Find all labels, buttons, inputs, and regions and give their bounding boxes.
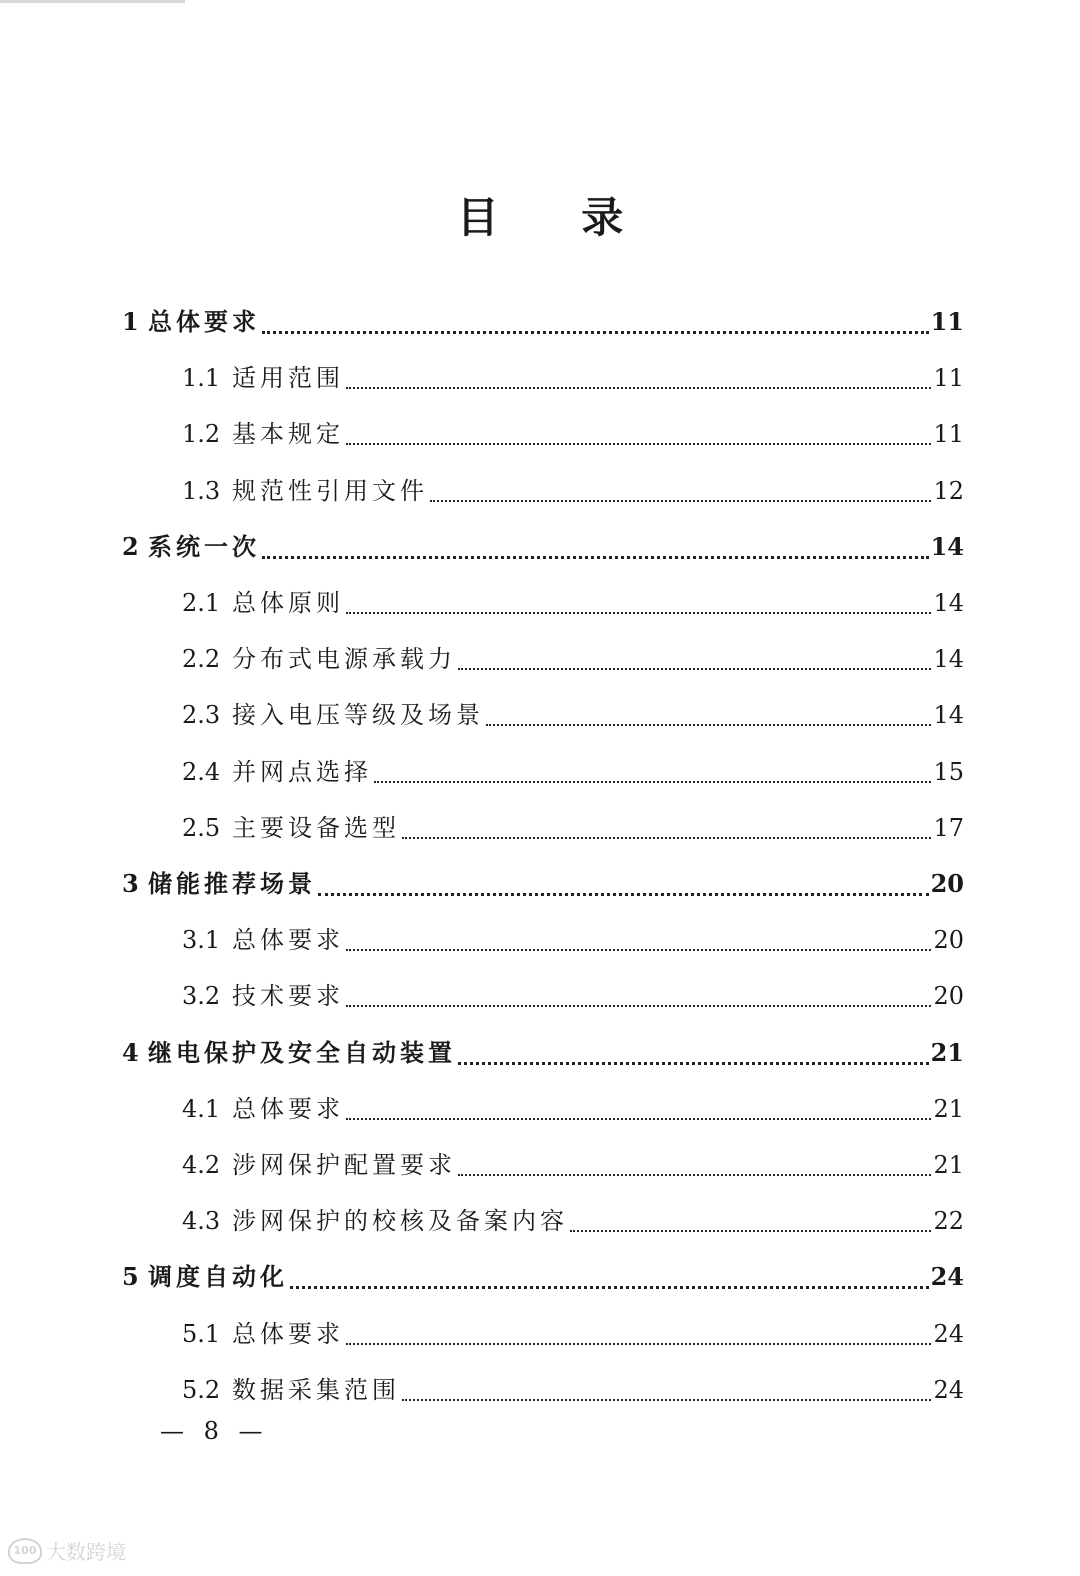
toc-label: 适用范围 [232,364,344,392]
toc-leader-dots [346,441,931,445]
toc-page-number: 14 [933,645,964,673]
watermark [8,1536,126,1565]
toc-label: 调度自动化 [148,1262,288,1291]
toc-leader-dots [262,329,929,334]
toc-section-row[interactable] [182,808,964,848]
toc-label: 总体要求 [232,1095,344,1123]
toc-number: 3.2 [182,982,221,1010]
toc-chapter-row[interactable] [122,864,964,904]
toc-label: 主要设备选型 [232,814,400,842]
toc-section-row[interactable] [182,1314,964,1354]
toc-label: 系统一次 [148,532,260,561]
toc-page-number: 20 [933,982,964,1010]
toc-page-number: 14 [933,589,964,617]
toc-section-row[interactable] [182,695,964,735]
toc-leader-dots [346,947,931,951]
toc-number: 1 [122,307,139,336]
toc-number: 5.1 [182,1320,221,1348]
toc-number: 2.4 [182,758,221,786]
page-title: 目 录 [456,193,658,242]
toc-number: 4.2 [182,1151,221,1179]
toc-page-number: 12 [933,477,964,505]
toc-number: 4 [122,1038,139,1067]
toc-number: 2.1 [182,589,221,617]
toc-page-number: 14 [930,532,964,561]
toc-number: 1.2 [182,420,221,448]
toc-leader-dots [346,610,931,614]
toc-label: 总体要求 [232,1320,344,1348]
toc-page-number: 11 [933,420,964,448]
toc-label: 规范性引用文件 [232,477,428,505]
toc-chapter-row[interactable] [122,1033,964,1073]
toc-label: 总体要求 [148,307,260,336]
toc-leader-dots [346,1116,931,1120]
toc-section-row[interactable] [182,639,964,679]
toc-leader-dots [430,498,931,502]
toc-leader-dots [458,1172,931,1176]
toc-page-number: 11 [930,307,964,336]
toc-page-number: 21 [933,1095,964,1123]
toc-number: 2.5 [182,814,221,842]
toc-section-row[interactable] [182,1201,964,1241]
toc-leader-dots [346,385,931,389]
toc-section-row[interactable] [182,1370,964,1410]
toc-leader-dots [318,891,929,896]
toc-page-number: 24 [930,1262,964,1291]
toc-section-row[interactable] [182,358,964,398]
toc-section-row[interactable] [182,920,964,960]
toc-section-row[interactable] [182,471,964,511]
watermark-text: 大数跨境 [46,1540,126,1564]
toc-section-row[interactable] [182,1145,964,1185]
toc-leader-dots [346,1341,931,1345]
toc-page-number: 17 [933,814,964,842]
toc-label: 总体要求 [232,926,344,954]
toc-page-number: 11 [933,364,964,392]
toc-leader-dots [458,1060,929,1065]
toc-number: 2 [122,532,139,561]
toc-label: 分布式电源承载力 [232,645,456,673]
toc-page-number: 24 [933,1376,964,1404]
toc-section-row[interactable] [182,583,964,623]
toc-number: 4.1 [182,1095,221,1123]
toc-label: 数据采集范围 [232,1376,400,1404]
toc-chapter-row[interactable] [122,527,964,567]
toc-number: 2.3 [182,701,221,729]
toc-number: 3 [122,869,139,898]
toc-label: 涉网保护配置要求 [232,1151,456,1179]
toc-page-number: 15 [933,758,964,786]
toc-label: 并网点选择 [232,758,372,786]
toc-number: 1.3 [182,477,221,505]
toc-section-row[interactable] [182,976,964,1016]
toc-section-row[interactable] [182,414,964,454]
toc-leader-dots [374,779,931,783]
toc-leader-dots [402,835,931,839]
toc-label: 涉网保护的校核及备案内容 [232,1207,568,1235]
toc-label: 继电保护及安全自动装置 [148,1038,456,1067]
toc-number: 4.3 [182,1207,221,1235]
toc-number: 1.1 [182,364,221,392]
toc-label: 基本规定 [232,420,344,448]
toc-label: 储能推荐场景 [148,869,316,898]
toc-number: 3.1 [182,926,221,954]
toc-leader-dots [570,1228,931,1232]
page-number: — 8 — [160,1417,269,1445]
toc-chapter-row[interactable] [122,302,964,342]
toc-page-number: 20 [933,926,964,954]
watermark-logo-icon: 100 [8,1538,42,1564]
toc-page-number: 20 [930,869,964,898]
toc-page-number: 21 [930,1038,964,1067]
toc-section-row[interactable] [182,1089,964,1129]
toc-page-number: 22 [933,1207,964,1235]
toc-label: 接入电压等级及场景 [232,701,484,729]
toc-page-number: 14 [933,701,964,729]
toc-page-number: 21 [933,1151,964,1179]
toc-leader-dots [346,1003,931,1007]
toc-page-number: 24 [933,1320,964,1348]
toc-number: 5.2 [182,1376,221,1404]
toc-number: 2.2 [182,645,221,673]
toc-leader-dots [486,722,931,726]
toc-section-row[interactable] [182,752,964,792]
toc-leader-dots [402,1397,931,1401]
toc-label: 总体原则 [232,589,344,617]
toc-leader-dots [290,1284,929,1289]
toc-leader-dots [458,666,931,670]
toc-number: 5 [122,1262,139,1291]
scan-edge-mark [0,0,185,3]
toc-leader-dots [262,554,929,559]
toc-label: 技术要求 [232,982,344,1010]
toc-chapter-row[interactable] [122,1257,964,1297]
